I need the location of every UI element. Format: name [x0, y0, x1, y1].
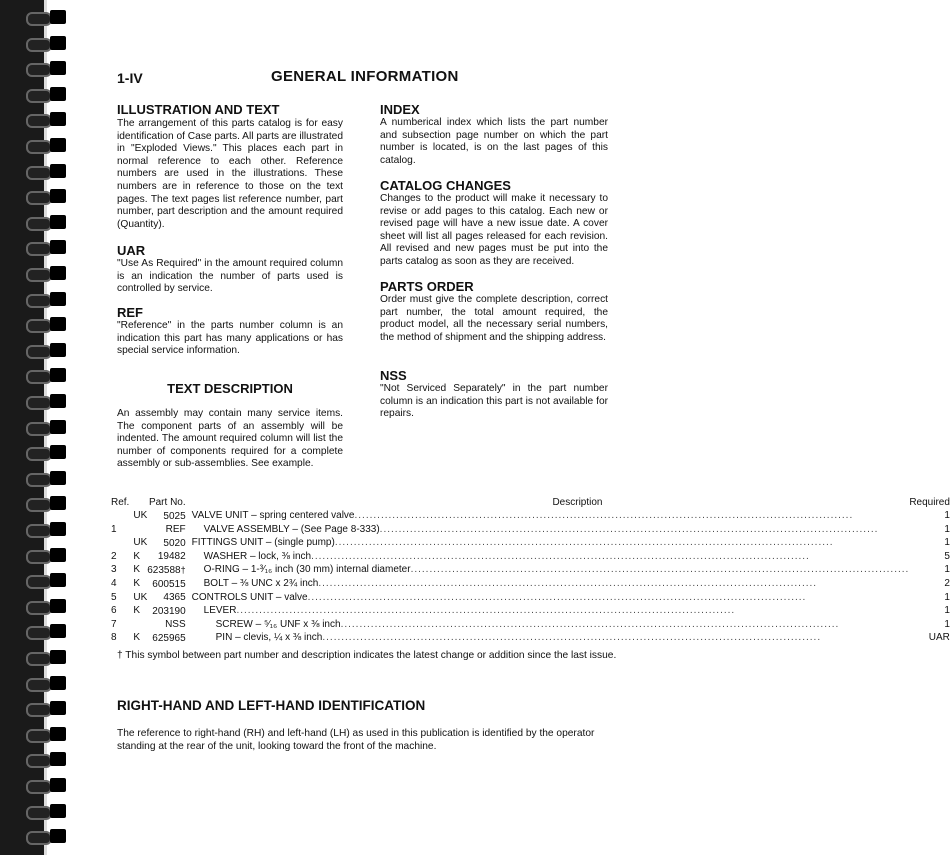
text-description-body: An assembly may contain many service items. The component parts of an assembly will be indented. The amount required column will list the number of components required for a complete assembly or sub-assemblies. See example. [117, 408, 343, 470]
row-part-number: NSS [165, 619, 186, 631]
row-required: UAR [928, 632, 950, 644]
row-part-number: 5020 [163, 537, 186, 549]
row-dagger: † [180, 564, 186, 575]
catalog-changes-body: Changes to the product will make it necessary to revise or add pages to this catalog. Each new or revised page will have a new issue date. A cover sheet will list all pages released for each revision. All revised and new pages must be put into the parts catalog as soon as they are received. [380, 193, 608, 267]
row-description: CONTROLS UNIT – valve .................................................................................................................................... [191, 591, 807, 603]
row-ref: 2 [111, 550, 117, 562]
row-required: 1 [944, 523, 950, 535]
row-required: 1 [944, 564, 950, 576]
row-prefix: K [133, 550, 141, 562]
row-ref: 7 [111, 618, 117, 630]
col-partno-header: Part No. [148, 497, 186, 508]
row-part-number: 625965 [152, 632, 186, 644]
parts-row [111, 591, 950, 605]
parts-row [111, 618, 950, 632]
row-required: 1 [944, 591, 950, 603]
parts-row [111, 605, 950, 619]
row-part-number: 5025 [163, 510, 186, 522]
row-ref [111, 510, 129, 524]
illustration-heading: ILLUSTRATION AND TEXT [117, 102, 280, 117]
catalog-changes-heading: CATALOG CHANGES [380, 178, 511, 193]
row-ref: 4 [111, 578, 117, 590]
row-ref [111, 537, 129, 551]
text-description-heading: TEXT DESCRIPTION [167, 381, 293, 396]
row-required: 1 [944, 510, 950, 522]
row-prefix: K [133, 578, 141, 590]
row-prefix: UK [133, 510, 148, 522]
row-required: 1 [944, 537, 950, 549]
row-description: LEVER .................................................................................................................................... [203, 605, 736, 617]
parts-row [111, 578, 950, 592]
row-ref: 8 [111, 632, 117, 644]
row-required: 1 [944, 605, 950, 617]
parts-order-heading: PARTS ORDER [380, 279, 474, 294]
row-prefix: K [133, 605, 141, 617]
row-required: 2 [944, 578, 950, 590]
parts-order-body: Order must give the complete description, correct part number, the total amount required, the product model, all the necessary serial numbers, the method of shipment and the shipping address. [380, 294, 608, 343]
row-prefix: K [133, 632, 141, 644]
row-part-number: 623588† [147, 564, 186, 576]
parts-row [111, 564, 950, 578]
row-ref: 6 [111, 605, 117, 617]
nss-heading: NSS [380, 368, 407, 383]
row-required: 1 [944, 618, 950, 630]
row-prefix: UK [133, 591, 148, 603]
row-ref: 3 [111, 564, 117, 576]
parts-row [111, 550, 950, 564]
parts-row [111, 632, 950, 646]
col-ref-header: Ref. [111, 497, 130, 508]
index-heading: INDEX [380, 102, 420, 117]
row-description: VALVE UNIT – spring centered valve .................................................................................................................................... [191, 510, 854, 522]
row-description: VALVE ASSEMBLY – (See Page 8-333) .................................................................................................................................... [203, 523, 879, 535]
parts-row [111, 523, 950, 537]
manual-page [47, 0, 950, 855]
col-required-header: Required [909, 497, 950, 508]
parts-table-body [111, 510, 950, 646]
row-prefix: K [133, 564, 141, 576]
row-prefix: UK [133, 537, 148, 549]
parts-table [111, 497, 950, 646]
row-ref: 1 [111, 523, 117, 535]
uar-heading: UAR [117, 243, 146, 258]
rh-lh-body: The reference to right-hand (RH) and left-hand (LH) as used in this publication is identified by the operator standing at the rear of the unit, looking toward the front of the machine. [117, 728, 595, 752]
row-description: O-RING – 1-³⁄₁₆ inch (30 mm) internal diameter .................................................................................................................................... [203, 564, 910, 576]
row-description: SCREW – ⁵⁄₁₆ UNF x ⅜ inch .................................................................................................................................... [215, 618, 840, 630]
page-number: 1-IV [117, 70, 143, 86]
row-required: 5 [944, 550, 950, 562]
row-part-number: 4365 [163, 592, 186, 604]
dagger-footnote: † This symbol between part number and description indicates the latest change or addition since the last issue. [117, 650, 617, 661]
row-prefix [129, 618, 147, 632]
row-part-number: REF [165, 524, 186, 536]
row-description: PIN – clevis, ¼ x ⅜ inch .................................................................................................................................... [215, 632, 822, 644]
row-description: FITTINGS UNIT – (single pump) .................................................................................................................................... [191, 537, 834, 549]
uar-body: "Use As Required" in the amount required column is an indication the number of parts used is controlled by service. [117, 258, 343, 295]
parts-row [111, 537, 950, 551]
col-description-header: Description [552, 497, 603, 508]
row-part-number: 600515 [152, 578, 186, 590]
nss-body: "Not Serviced Separately" in the part number column is an indication this part is not available for repairs. [380, 383, 608, 420]
row-description: WASHER – lock, ⅜ inch .................................................................................................................................... [203, 550, 810, 562]
rh-lh-heading: RIGHT-HAND AND LEFT-HAND IDENTIFICATION [117, 698, 426, 713]
row-description: BOLT – ⅜ UNC x 2¾ inch .................................................................................................................................... [203, 578, 818, 590]
parts-table-header [111, 497, 950, 510]
row-part-number: 203190 [152, 605, 186, 617]
ref-body: "Reference" in the parts number column is an indication this part has many applications or has special service information. [117, 320, 343, 357]
row-ref: 5 [111, 591, 117, 603]
index-body: A numberical index which lists the part number and subsection page number on which the part number is located, is on the last pages of this catalog. [380, 117, 608, 166]
row-prefix [129, 523, 147, 537]
row-part-number: 19482 [157, 551, 186, 563]
ref-heading: REF [117, 305, 143, 320]
illustration-body: The arrangement of this parts catalog is for easy identification of Case parts. All parts are illustrated in "Exploded Views." This places each part in normal reference to each other. Reference numbers are used in the illustrations. These numbers are in reference to those on the text pages. The text pages list reference number, part number, part description and the amount required (Quantity). [117, 118, 343, 230]
page-title: GENERAL INFORMATION [271, 68, 459, 85]
parts-row [111, 510, 950, 524]
